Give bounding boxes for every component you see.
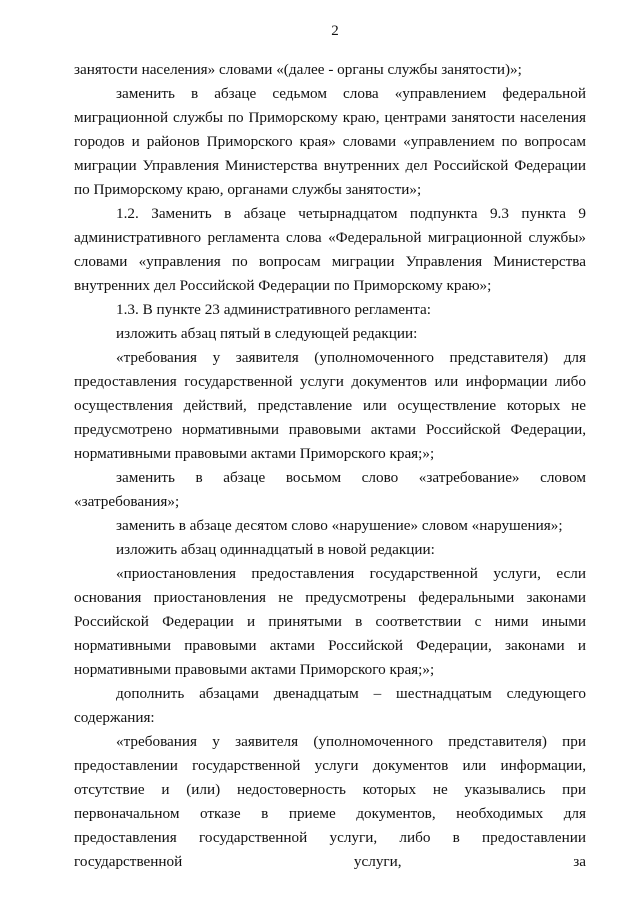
paragraph-1: занятости населения» словами «(далее - органы службы занятости)»; [74, 61, 522, 78]
page-number: 2 [331, 23, 339, 39]
paragraph-2: заменить в абзаце седьмом слова «управлением федеральной миграционной службы по Приморскому краю, центрами занятости населения городов и районов Приморского края» словами «управлением по вопросам миграции Управления Министерства внутренних дел Российской Федерации по Приморскому краю, органами службы занятости»; [74, 85, 586, 198]
paragraph-8: заменить в абзаце десятом слово «нарушение» словом «нарушения»; [116, 517, 563, 534]
paragraph-7: заменить в абзаце восьмом слово «затребование» словом «затребования»; [74, 469, 586, 510]
paragraph-6: «требования у заявителя (уполномоченного представителя) для предоставления государственной услуги документов или информации либо осуществления действий, представление или осуществление которых не предусмотрено нормативными правовыми актами Российской Федерации, нормативными правовыми актами Приморского края;»; [74, 349, 586, 462]
paragraph-9: изложить абзац одиннадцатый в новой редакции: [116, 541, 435, 558]
paragraph-11: дополнить абзацами двенадцатым – шестнадцатым следующего содержания: [74, 685, 586, 726]
paragraph-3: 1.2. Заменить в абзаце четырнадцатом подпункта 9.3 пункта 9 административного регламента слова «Федеральной миграционной службы» словами «управления по вопросам миграции Управления Министерства внутренних дел Российской Федерации по Приморскому краю»; [74, 205, 586, 294]
paragraph-4: 1.3. В пункте 23 административного регламента: [116, 301, 431, 318]
paragraph-12: «требования у заявителя (уполномоченного представителя) при предоставлении государственной услуги документов или информации, отсутствие и (или) недостоверность которых не указывались при первоначальном отказе в приеме документов, необходимых для предоставления государственной услуги, либо в предоставлении государственной услуги, за [74, 733, 586, 870]
paragraph-5: изложить абзац пятый в следующей редакции: [116, 325, 418, 342]
paragraph-10: «приостановления предоставления государственной услуги, если основания приостановления не предусмотрены федеральными законами Российской Федерации и принятыми в соответствии с ними иными нормативными правовыми актами Российской Федерации, законами и нормативными правовыми актами Приморского края;»; [74, 565, 586, 678]
